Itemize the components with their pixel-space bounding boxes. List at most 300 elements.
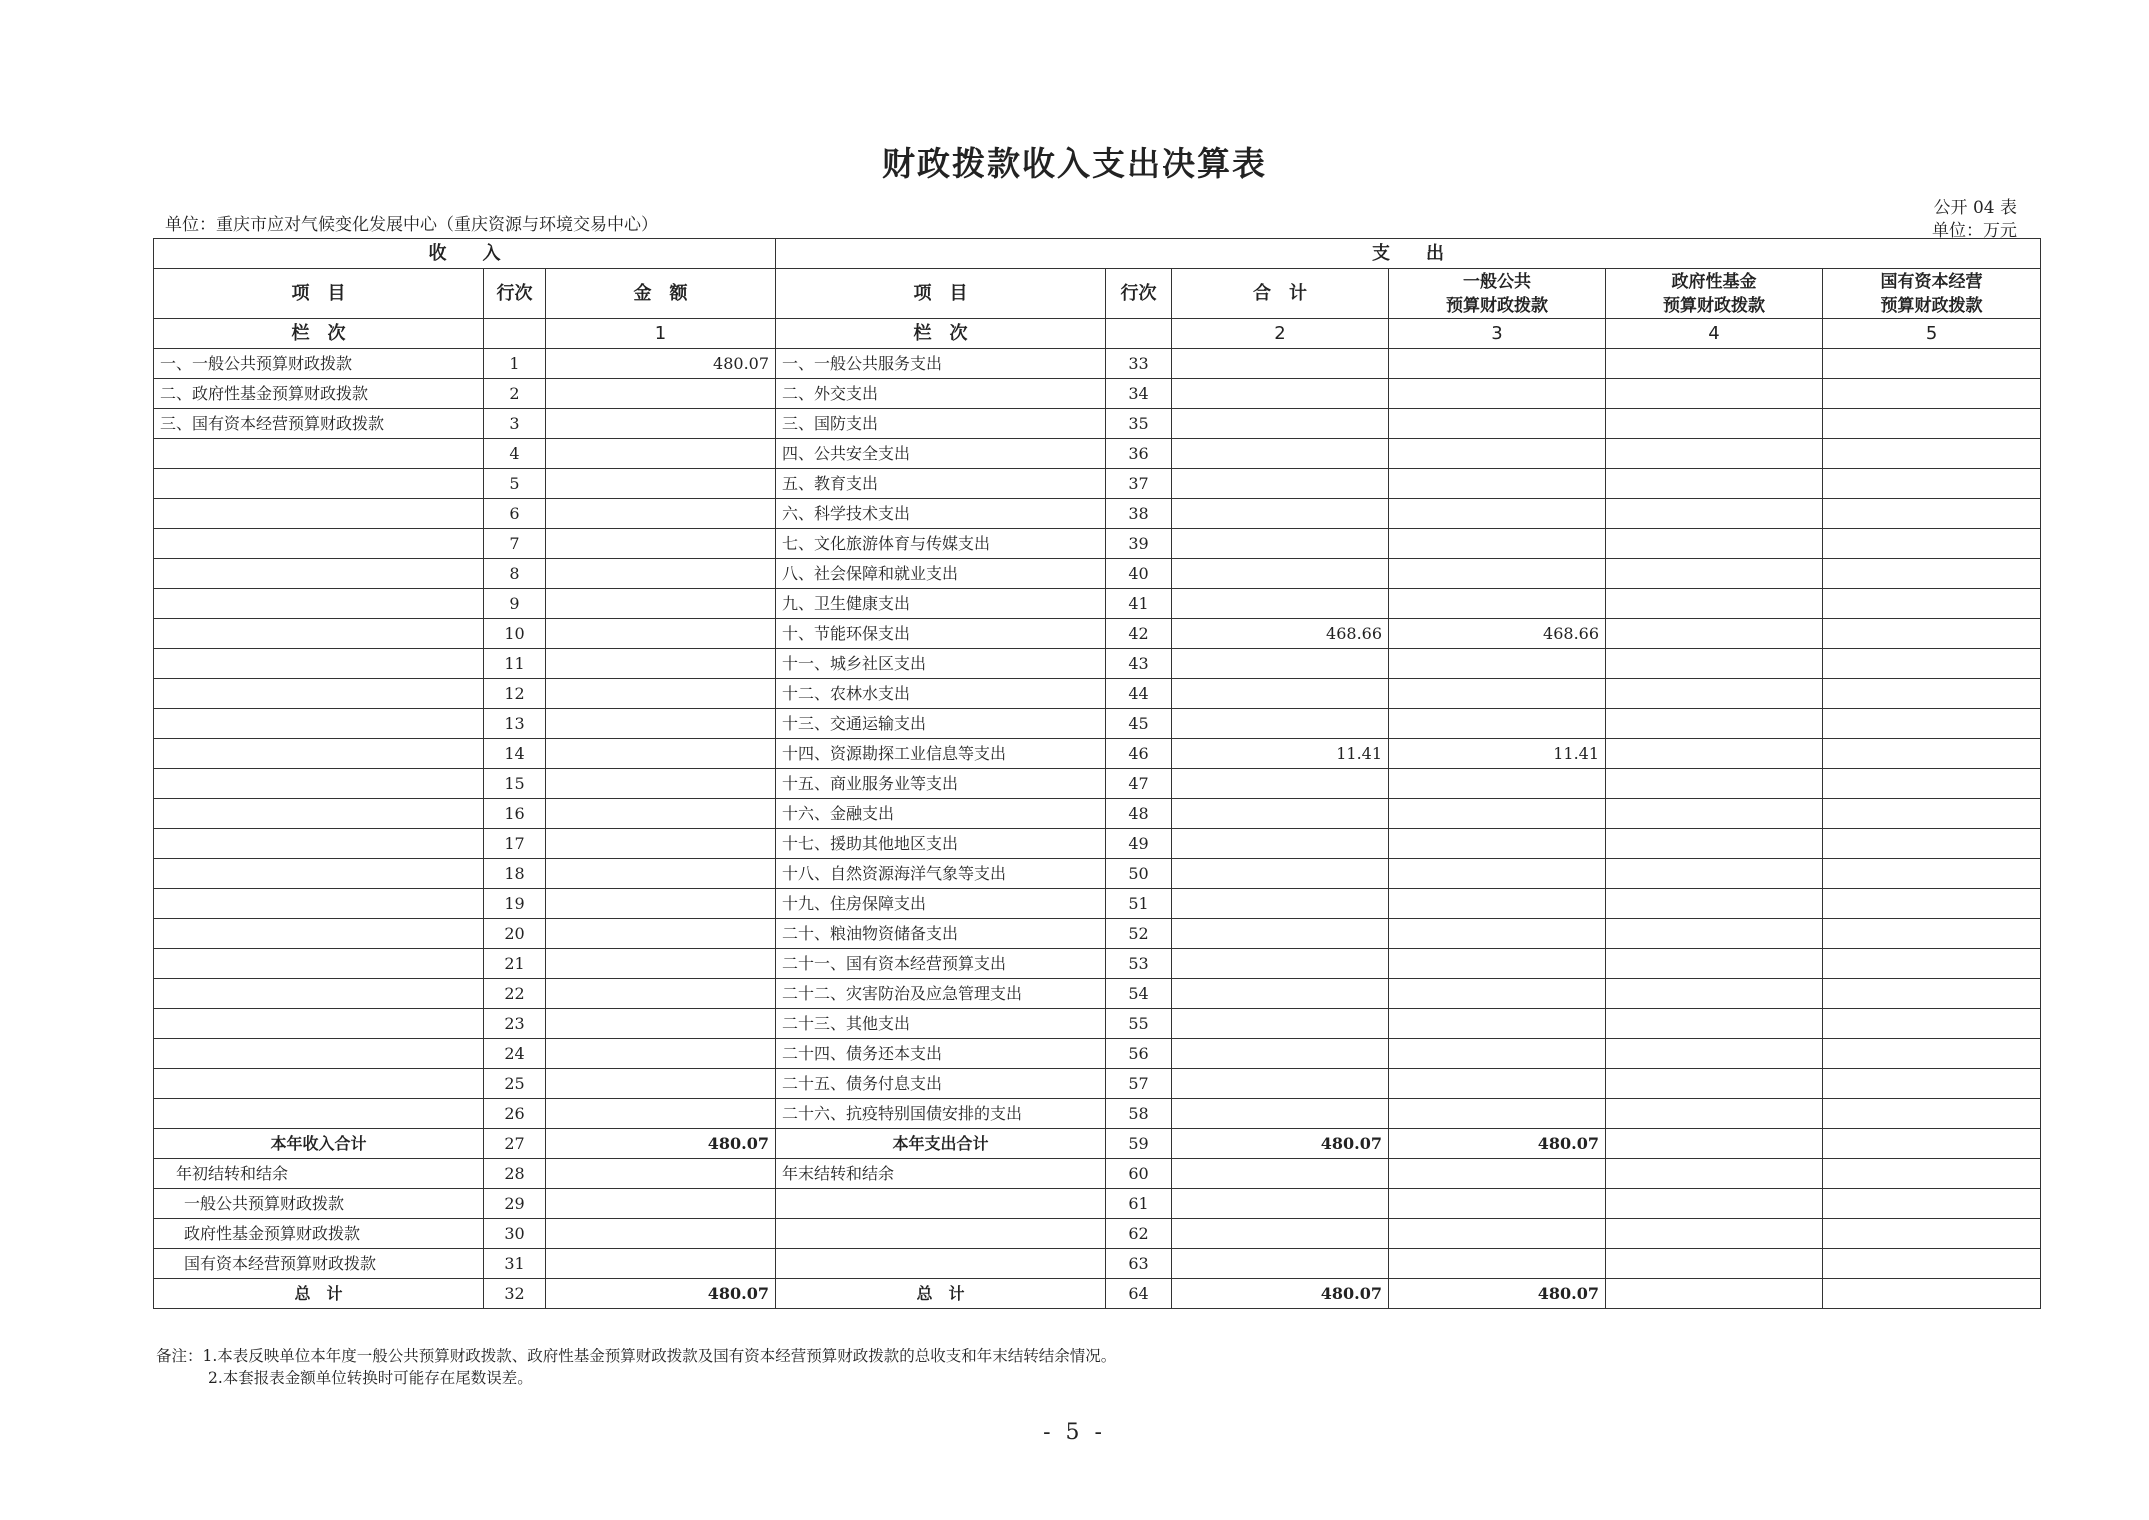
expense-general-budget	[1389, 709, 1606, 739]
expense-line-no: 41	[1106, 589, 1172, 619]
expense-item: 九、卫生健康支出	[776, 589, 1106, 619]
income-item	[154, 469, 484, 499]
expense-gov-fund	[1606, 559, 1823, 589]
currency-unit: 单位：万元	[1932, 221, 2017, 241]
income-amount	[546, 649, 776, 679]
expense-item: 一、一般公共服务支出	[776, 349, 1106, 379]
income-amount	[546, 589, 776, 619]
income-line-no: 7	[484, 529, 546, 559]
carry-out-blank-no: 63	[1106, 1249, 1172, 1279]
income-item	[154, 799, 484, 829]
total-header: 合 计	[1172, 269, 1389, 319]
expense-gov-fund	[1606, 829, 1823, 859]
expense-gov-fund	[1606, 1099, 1823, 1129]
cell-blank	[1823, 1249, 2041, 1279]
cell-blank	[1389, 1249, 1606, 1279]
expense-general-budget	[1389, 799, 1606, 829]
income-item	[154, 709, 484, 739]
expense-general-budget	[1389, 1099, 1606, 1129]
expense-item-header: 项 目	[776, 269, 1106, 319]
expense-item: 十七、援助其他地区支出	[776, 829, 1106, 859]
income-line-no: 11	[484, 649, 546, 679]
expense-total	[1172, 589, 1389, 619]
carryover-gov-fund-row	[154, 1219, 2041, 1249]
expense-total	[1172, 1069, 1389, 1099]
grand-expense-general: 480.07	[1389, 1279, 1606, 1309]
income-line-no: 8	[484, 559, 546, 589]
income-item	[154, 829, 484, 859]
expense-line-no: 39	[1106, 529, 1172, 559]
expense-item: 二十三、其他支出	[776, 1009, 1106, 1039]
cell-blank	[1172, 1219, 1389, 1249]
income-line-no: 16	[484, 799, 546, 829]
expense-state-capital	[1823, 889, 2041, 919]
expense-total: 468.66	[1172, 619, 1389, 649]
expense-state-capital	[1823, 559, 2041, 589]
table-row	[154, 469, 2041, 499]
expense-section-header: 支 出	[776, 239, 2041, 269]
income-item	[154, 1069, 484, 1099]
table-row	[154, 979, 2041, 1009]
income-item: 三、国有资本经营预算财政拨款	[154, 409, 484, 439]
income-amount	[546, 619, 776, 649]
year-expense-label: 本年支出合计	[776, 1129, 1106, 1159]
expense-total	[1172, 679, 1389, 709]
expense-total	[1172, 379, 1389, 409]
year-income-no: 27	[484, 1129, 546, 1159]
expense-general-budget	[1389, 439, 1606, 469]
carryover-state-cap-row	[154, 1249, 2041, 1279]
expense-item: 七、文化旅游体育与传媒支出	[776, 529, 1106, 559]
carry-in-general-amount	[546, 1189, 776, 1219]
general-budget-header: 一般公共 预算财政拨款	[1389, 269, 1606, 319]
income-line-no: 3	[484, 409, 546, 439]
grand-expense-label: 总 计	[776, 1279, 1106, 1309]
expense-general-budget	[1389, 1069, 1606, 1099]
expense-gov-fund	[1606, 889, 1823, 919]
expense-gov-fund	[1606, 1069, 1823, 1099]
table-row	[154, 1069, 2041, 1099]
expense-line-header: 行次	[1106, 269, 1172, 319]
income-amount	[546, 529, 776, 559]
expense-state-capital	[1823, 1069, 2041, 1099]
income-line-no: 5	[484, 469, 546, 499]
grand-income-no: 32	[484, 1279, 546, 1309]
year-expense-no: 59	[1106, 1129, 1172, 1159]
income-item	[154, 739, 484, 769]
expense-line-no: 44	[1106, 679, 1172, 709]
col-index-5: 5	[1823, 319, 2041, 349]
income-amount	[546, 709, 776, 739]
table-row	[154, 1039, 2041, 1069]
carry-out-label: 年末结转和结余	[776, 1159, 1106, 1189]
income-line-no: 25	[484, 1069, 546, 1099]
expense-total	[1172, 1039, 1389, 1069]
carry-in-gov-amount	[546, 1219, 776, 1249]
expense-line-no: 53	[1106, 949, 1172, 979]
expense-gov-fund	[1606, 979, 1823, 1009]
expense-line-no: 57	[1106, 1069, 1172, 1099]
expense-gov-fund	[1606, 409, 1823, 439]
income-item	[154, 499, 484, 529]
income-section-header: 收 入	[154, 239, 776, 269]
expense-general-budget	[1389, 769, 1606, 799]
grand-expense-state-cap	[1823, 1279, 2041, 1309]
expense-gov-fund	[1606, 469, 1823, 499]
expense-general-budget	[1389, 859, 1606, 889]
expense-state-capital	[1823, 649, 2041, 679]
page-number: - 5 -	[1043, 1420, 1106, 1445]
expense-gov-fund	[1606, 919, 1823, 949]
section-header-row	[154, 239, 2041, 269]
expense-gov-fund	[1606, 439, 1823, 469]
expense-item: 二十六、抗疫特别国债安排的支出	[776, 1099, 1106, 1129]
income-amount	[546, 1069, 776, 1099]
expense-state-capital	[1823, 439, 2041, 469]
year-expense-total: 480.07	[1172, 1129, 1389, 1159]
page-title: 财政拨款收入支出决算表	[882, 144, 1267, 183]
expense-state-capital	[1823, 679, 2041, 709]
table-row	[154, 889, 2041, 919]
expense-general-budget	[1389, 349, 1606, 379]
income-line-no: 21	[484, 949, 546, 979]
income-line-blank	[484, 319, 546, 349]
income-item	[154, 769, 484, 799]
expense-state-capital	[1823, 949, 2041, 979]
expense-state-capital	[1823, 469, 2041, 499]
table-row	[154, 769, 2041, 799]
expense-line-no: 36	[1106, 439, 1172, 469]
expense-item: 十九、住房保障支出	[776, 889, 1106, 919]
grand-total-row	[154, 1279, 2041, 1309]
expense-line-no: 51	[1106, 889, 1172, 919]
income-line-no: 17	[484, 829, 546, 859]
income-item	[154, 1009, 484, 1039]
expense-gov-fund	[1606, 859, 1823, 889]
carry-in-label: 年初结转和结余	[154, 1159, 484, 1189]
expense-general-budget	[1389, 589, 1606, 619]
col-index-2: 2	[1172, 319, 1389, 349]
expense-general-budget	[1389, 499, 1606, 529]
expense-item: 二、外交支出	[776, 379, 1106, 409]
expense-line-no: 42	[1106, 619, 1172, 649]
income-amount	[546, 1099, 776, 1129]
income-amount	[546, 859, 776, 889]
expense-state-capital	[1823, 619, 2041, 649]
expense-total	[1172, 859, 1389, 889]
expense-line-no: 45	[1106, 709, 1172, 739]
expense-gov-fund	[1606, 589, 1823, 619]
expense-item: 十六、金融支出	[776, 799, 1106, 829]
income-item	[154, 439, 484, 469]
cell-blank	[1606, 1189, 1823, 1219]
expense-total	[1172, 919, 1389, 949]
expense-total	[1172, 499, 1389, 529]
carry-in-general-label: 一般公共预算财政拨款	[154, 1189, 484, 1219]
income-item	[154, 979, 484, 1009]
income-line-no: 24	[484, 1039, 546, 1069]
income-line-no: 6	[484, 499, 546, 529]
expense-gov-fund	[1606, 799, 1823, 829]
table-row	[154, 949, 2041, 979]
table-row	[154, 799, 2041, 829]
carry-out-general	[1389, 1159, 1606, 1189]
footnote-1: 备注：1.本表反映单位本年度一般公共预算财政拨款、政府性基金预算财政拨款及国有资本经营预算财政拨款的总收支和年末结转结余情况。	[156, 1347, 1117, 1365]
expense-line-no: 37	[1106, 469, 1172, 499]
table-row	[154, 859, 2041, 889]
expense-gov-fund	[1606, 349, 1823, 379]
income-amount	[546, 919, 776, 949]
year-expense-gov-fund	[1606, 1129, 1823, 1159]
expense-state-capital	[1823, 1009, 2041, 1039]
cell-blank	[1823, 1189, 2041, 1219]
income-item	[154, 679, 484, 709]
income-item	[154, 889, 484, 919]
table-row	[154, 1099, 2041, 1129]
table-row	[154, 919, 2041, 949]
expense-total	[1172, 1009, 1389, 1039]
expense-state-capital	[1823, 769, 2041, 799]
carry-in-general-no: 29	[484, 1189, 546, 1219]
expense-gov-fund	[1606, 949, 1823, 979]
expense-general-budget	[1389, 679, 1606, 709]
expense-item: 四、公共安全支出	[776, 439, 1106, 469]
expense-line-no: 40	[1106, 559, 1172, 589]
carry-out-total	[1172, 1159, 1389, 1189]
expense-gov-fund	[1606, 679, 1823, 709]
expense-gov-fund	[1606, 529, 1823, 559]
expense-line-no: 50	[1106, 859, 1172, 889]
expense-line-no: 55	[1106, 1009, 1172, 1039]
expense-item: 五、教育支出	[776, 469, 1106, 499]
expense-state-capital	[1823, 859, 2041, 889]
column-header-row	[154, 269, 2041, 319]
expense-line-no: 48	[1106, 799, 1172, 829]
carry-out-state-cap	[1823, 1159, 2041, 1189]
income-line-no: 19	[484, 889, 546, 919]
expense-general-budget	[1389, 829, 1606, 859]
expense-line-blank	[1106, 319, 1172, 349]
expense-state-capital	[1823, 799, 2041, 829]
cell-blank	[1606, 1219, 1823, 1249]
expense-state-capital	[1823, 349, 2041, 379]
income-amount	[546, 1039, 776, 1069]
income-amount	[546, 979, 776, 1009]
income-line-no: 4	[484, 439, 546, 469]
income-line-no: 22	[484, 979, 546, 1009]
expense-total	[1172, 979, 1389, 1009]
table-row	[154, 559, 2041, 589]
expense-state-capital	[1823, 829, 2041, 859]
table-row	[154, 409, 2041, 439]
expense-gov-fund	[1606, 379, 1823, 409]
expense-general-budget	[1389, 979, 1606, 1009]
expense-total: 11.41	[1172, 739, 1389, 769]
expense-state-capital	[1823, 919, 2041, 949]
carry-in-state-label: 国有资本经营预算财政拨款	[154, 1249, 484, 1279]
expense-total	[1172, 559, 1389, 589]
carry-in-gov-label: 政府性基金预算财政拨款	[154, 1219, 484, 1249]
income-item	[154, 649, 484, 679]
income-line-no: 26	[484, 1099, 546, 1129]
income-line-no: 1	[484, 349, 546, 379]
expense-line-no: 52	[1106, 919, 1172, 949]
year-income-amount: 480.07	[546, 1129, 776, 1159]
expense-total	[1172, 829, 1389, 859]
expense-item: 三、国防支出	[776, 409, 1106, 439]
expense-general-budget	[1389, 559, 1606, 589]
expense-gov-fund	[1606, 709, 1823, 739]
expense-item: 十、节能环保支出	[776, 619, 1106, 649]
year-income-label: 本年收入合计	[154, 1129, 484, 1159]
table-row	[154, 499, 2041, 529]
expense-item: 十三、交通运输支出	[776, 709, 1106, 739]
carry-out-blank-label	[776, 1189, 1106, 1219]
income-line-no: 9	[484, 589, 546, 619]
table-row	[154, 679, 2041, 709]
income-line-no: 13	[484, 709, 546, 739]
expense-line-no: 38	[1106, 499, 1172, 529]
expense-general-budget	[1389, 649, 1606, 679]
expense-total	[1172, 889, 1389, 919]
income-item: 二、政府性基金预算财政拨款	[154, 379, 484, 409]
expense-general-budget	[1389, 379, 1606, 409]
income-amount: 480.07	[546, 349, 776, 379]
carry-out-no: 60	[1106, 1159, 1172, 1189]
expense-gov-fund	[1606, 499, 1823, 529]
income-item	[154, 919, 484, 949]
expense-general-budget: 11.41	[1389, 739, 1606, 769]
appropriation-table	[153, 238, 2041, 1309]
expense-item: 二十、粮油物资储备支出	[776, 919, 1106, 949]
expense-state-capital	[1823, 409, 2041, 439]
expense-total	[1172, 349, 1389, 379]
expense-state-capital	[1823, 589, 2041, 619]
cell-blank	[1389, 1219, 1606, 1249]
expense-total	[1172, 529, 1389, 559]
income-amount	[546, 409, 776, 439]
table-row	[154, 649, 2041, 679]
expense-total	[1172, 949, 1389, 979]
col-index-4: 4	[1606, 319, 1823, 349]
expense-item: 二十一、国有资本经营预算支出	[776, 949, 1106, 979]
expense-line-no: 43	[1106, 649, 1172, 679]
expense-general-budget: 468.66	[1389, 619, 1606, 649]
expense-state-capital	[1823, 979, 2041, 1009]
cell-blank	[1823, 1219, 2041, 1249]
footnote-2: 2.本套报表金额单位转换时可能存在尾数误差。	[208, 1369, 533, 1387]
expense-total	[1172, 439, 1389, 469]
expense-line-no: 46	[1106, 739, 1172, 769]
footnotes	[156, 1345, 1116, 1389]
income-amount	[546, 739, 776, 769]
expense-line-no: 34	[1106, 379, 1172, 409]
income-col-label: 栏 次	[154, 319, 484, 349]
expense-state-capital	[1823, 529, 2041, 559]
carry-out-blank-no: 62	[1106, 1219, 1172, 1249]
expense-state-capital	[1823, 1099, 2041, 1129]
expense-total	[1172, 709, 1389, 739]
grand-income-label: 总 计	[154, 1279, 484, 1309]
income-line-no: 14	[484, 739, 546, 769]
cell-blank	[1389, 1189, 1606, 1219]
expense-state-capital	[1823, 379, 2041, 409]
table-row	[154, 709, 2041, 739]
income-item	[154, 859, 484, 889]
reporting-unit: 单位：重庆市应对气候变化发展中心（重庆资源与环境交易中心）	[165, 215, 658, 235]
table-row	[154, 379, 2041, 409]
expense-item: 十五、商业服务业等支出	[776, 769, 1106, 799]
expense-item: 十一、城乡社区支出	[776, 649, 1106, 679]
expense-total	[1172, 769, 1389, 799]
income-amount-header: 金 额	[546, 269, 776, 319]
income-line-header: 行次	[484, 269, 546, 319]
table-row	[154, 439, 2041, 469]
carry-in-amount	[546, 1159, 776, 1189]
income-line-no: 20	[484, 919, 546, 949]
expense-item: 六、科学技术支出	[776, 499, 1106, 529]
income-amount	[546, 949, 776, 979]
expense-gov-fund	[1606, 739, 1823, 769]
gov-fund-header: 政府性基金 预算财政拨款	[1606, 269, 1823, 319]
expense-item: 二十四、债务还本支出	[776, 1039, 1106, 1069]
table-row	[154, 829, 2041, 859]
cell-blank	[1172, 1189, 1389, 1219]
expense-general-budget	[1389, 529, 1606, 559]
income-amount	[546, 439, 776, 469]
income-line-no: 23	[484, 1009, 546, 1039]
expense-general-budget	[1389, 469, 1606, 499]
table-row	[154, 589, 2041, 619]
income-amount	[546, 559, 776, 589]
expense-line-no: 58	[1106, 1099, 1172, 1129]
expense-gov-fund	[1606, 649, 1823, 679]
expense-gov-fund	[1606, 1039, 1823, 1069]
income-amount	[546, 499, 776, 529]
expense-item: 十四、资源勘探工业信息等支出	[776, 739, 1106, 769]
expense-general-budget	[1389, 409, 1606, 439]
expense-total	[1172, 409, 1389, 439]
expense-general-budget	[1389, 919, 1606, 949]
expense-gov-fund	[1606, 769, 1823, 799]
carryover-row	[154, 1159, 2041, 1189]
year-expense-state-cap	[1823, 1129, 2041, 1159]
expense-item: 十八、自然资源海洋气象等支出	[776, 859, 1106, 889]
grand-expense-no: 64	[1106, 1279, 1172, 1309]
income-item	[154, 949, 484, 979]
expense-general-budget	[1389, 889, 1606, 919]
income-amount	[546, 799, 776, 829]
expense-line-no: 56	[1106, 1039, 1172, 1069]
state-capital-header: 国有资本经营 预算财政拨款	[1823, 269, 2041, 319]
expense-general-budget	[1389, 1009, 1606, 1039]
income-line-no: 2	[484, 379, 546, 409]
expense-state-capital	[1823, 1039, 2041, 1069]
carry-out-blank-label	[776, 1219, 1106, 1249]
income-amount	[546, 769, 776, 799]
expense-line-no: 33	[1106, 349, 1172, 379]
expense-item: 八、社会保障和就业支出	[776, 559, 1106, 589]
income-amount	[546, 889, 776, 919]
income-item	[154, 559, 484, 589]
income-amount	[546, 469, 776, 499]
expense-line-no: 49	[1106, 829, 1172, 859]
expense-item: 二十二、灾害防治及应急管理支出	[776, 979, 1106, 1009]
expense-total	[1172, 799, 1389, 829]
income-amount	[546, 829, 776, 859]
carry-in-no: 28	[484, 1159, 546, 1189]
expense-item: 二十五、债务付息支出	[776, 1069, 1106, 1099]
